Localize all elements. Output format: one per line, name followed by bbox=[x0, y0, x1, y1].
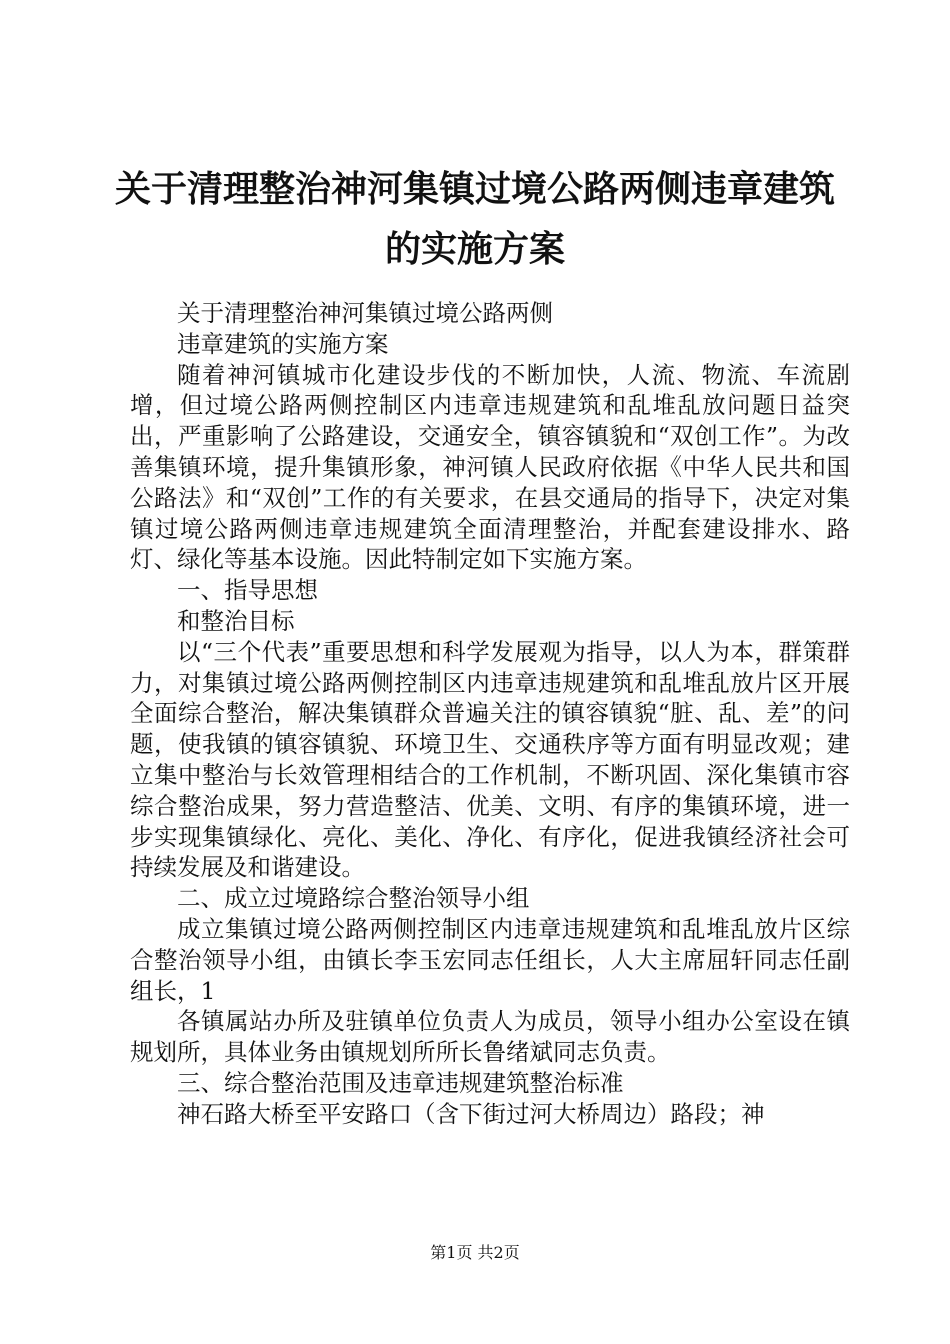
members-paragraph: 各镇属站办所及驻镇单位负责人为成员，领导小组办公室设在镇规划所，具体业务由镇规划所所长鲁绪斌同志负责。 bbox=[130, 1007, 850, 1067]
intro-paragraph: 随着神河镇城市化建设步伐的不断加快，人流、物流、车流剧增，但过境公路两侧控制区内违章违规建筑和乱堆乱放问题日益突出，严重影响了公路建设，交通安全，镇容镇貌和“双创工作”。为改善集镇环境，提升集镇形象，神河镇人民政府依据《中华人民共和国公路法》和“双创”工作的有关要求，在县交通局的指导下，决定对集镇过境公路两侧违章违规建筑全面清理整治，并配套建设排水、路灯、绿化等基本设施。因此特制定如下实施方案。 bbox=[130, 360, 850, 574]
page-footer bbox=[0, 1243, 950, 1263]
scope-paragraph: 神石路大桥至平安路口（含下街过河大桥周边）路段；神 bbox=[177, 1099, 765, 1128]
title-line-1: 关于清理整治神河集镇过境公路两侧违章建筑 bbox=[114, 169, 835, 210]
document-body bbox=[130, 298, 850, 1130]
document-title bbox=[100, 160, 850, 280]
section-heading-1: 一、指导思想 bbox=[177, 576, 318, 605]
leadership-group-paragraph: 成立集镇过境公路两侧控制区内违章违规建筑和乱堆乱放片区综合整治领导小组，由镇长李玉宏同志任组长，人大主席屈轩同志任副组长，1 bbox=[130, 914, 850, 1005]
subtitle-line-1: 关于清理整治神河集镇过境公路两侧 bbox=[177, 299, 553, 327]
page-indicator: 第1页 共2页 bbox=[430, 1243, 520, 1262]
section-heading-2: 二、成立过境路综合整治领导小组 bbox=[177, 884, 530, 913]
section-heading-3: 三、综合整治范围及违章违规建筑整治标准 bbox=[177, 1068, 624, 1097]
subtitle-line-2: 违章建筑的实施方案 bbox=[177, 329, 389, 358]
section-heading-1-cont: 和整治目标 bbox=[177, 606, 295, 635]
guiding-thought-paragraph: 以“三个代表”重要思想和科学发展观为指导，以人为本，群策群力，对集镇过境公路两侧控制区内违章违规建筑和乱堆乱放片区开展全面综合整治，解决集镇群众普遍关注的镇容镇貌“脏、乱、差”的问题，使我镇的镇容镇貌、环境卫生、交通秩序等方面有明显改观；建立集中整治与长效管理相结合的工作机制，不断巩固、深化集镇市容综合整治成果，努力营造整洁、优美、文明、有序的集镇环境，进一步实现集镇绿化、亮化、美化、净化、有序化，促进我镇经济社会可持续发展及和谐建设。 bbox=[130, 637, 850, 882]
title-line-2: 的实施方案 bbox=[384, 229, 565, 270]
